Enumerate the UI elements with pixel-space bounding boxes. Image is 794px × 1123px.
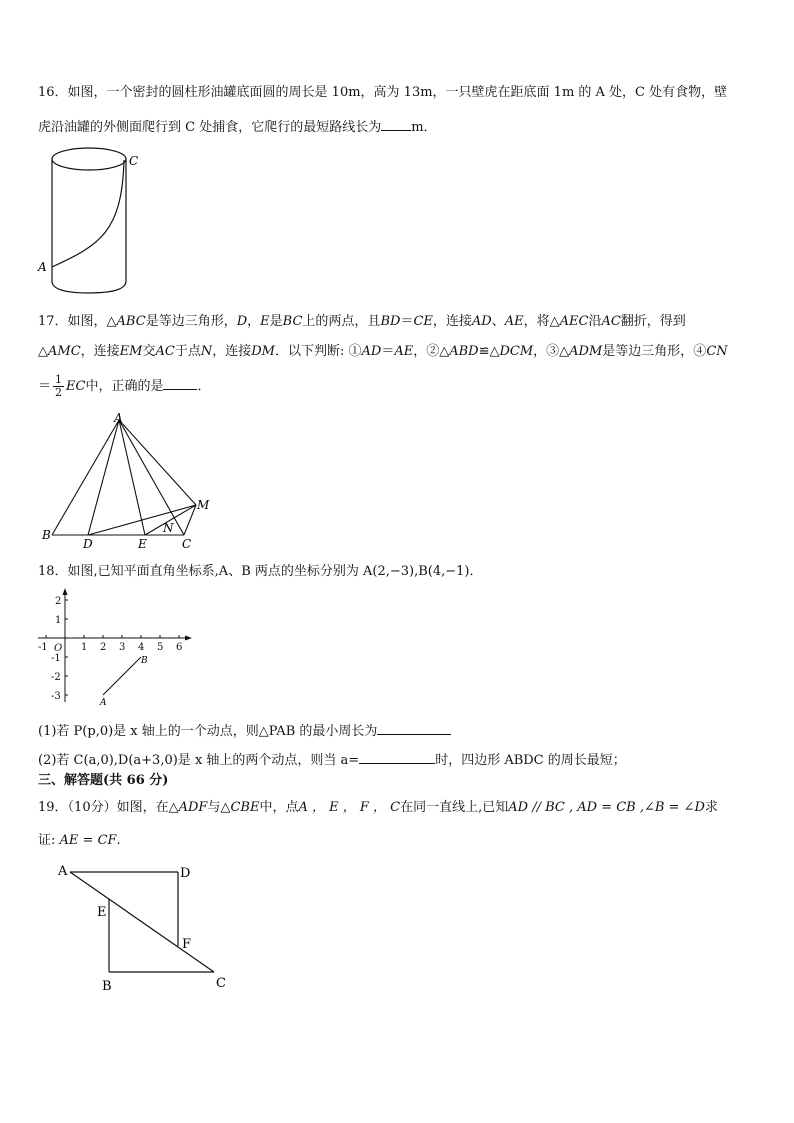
tri-label-N: N (163, 521, 174, 535)
quad-label-B: B (102, 979, 112, 994)
q17-t18: AEC (559, 314, 589, 329)
coordinate-figure (34, 586, 198, 710)
y-tick-1: 1 (55, 615, 62, 626)
q17-t3: 是等边三角形， (145, 314, 237, 329)
q17-t7: 是 (269, 314, 283, 329)
q17-u12: AD (361, 344, 382, 359)
seg-AM (119, 420, 196, 505)
quad-label-C: C (216, 976, 226, 991)
seg-AE (119, 420, 145, 535)
q17-u21: 是等边三角形，④ (602, 344, 707, 359)
y-tick-2: 2 (55, 596, 62, 607)
q17-t12: CE (413, 314, 433, 329)
q19-t9: 求 (704, 800, 718, 815)
q19-t3: 与 (207, 800, 221, 815)
y-tick-m2: -2 (51, 672, 61, 683)
q18-part2-tail: 时，四边形 ABDC 的周长最短； (435, 753, 626, 768)
q18-part2-text: (2)若 C(a,0),D(a+3,0)是 x 轴上的两个动点，则当 a= (38, 753, 360, 768)
q19-line-1 (38, 799, 718, 817)
q18-part1-answer-blank[interactable] (377, 720, 451, 735)
q17-u10: DM (251, 344, 275, 359)
x-axis-arrow (185, 636, 192, 641)
q17-u9: ，连接 (212, 344, 252, 359)
q17-v1: ＝ (38, 379, 52, 394)
fraction-numerator: 1 (55, 373, 63, 386)
point-label-A: A (100, 698, 107, 708)
segment-AB (103, 657, 141, 695)
cylinder-label-C: C (129, 154, 139, 168)
q17-u22: CN (706, 344, 728, 359)
q17-t21: 翻折，得到 (620, 314, 686, 329)
x-tick-2: 2 (100, 642, 107, 653)
q17-line-1 (38, 313, 686, 331)
q18-part-1 (38, 720, 451, 741)
q17-t17: ，将△ (523, 314, 560, 329)
q18-part1-text: (1)若 P(p,0)是 x 轴上的一个动点，则△PAB 的最小周长为 (38, 724, 378, 739)
point-label-B: B (141, 656, 148, 666)
x-tick-1: 1 (81, 642, 88, 653)
x-tick-4: 4 (138, 642, 145, 653)
q18-line-1: 18．如图,已知平面直角坐标系,A、B 两点的坐标分别为 A(2,−3),B(4,−1)． (38, 564, 483, 579)
gecko-path (52, 160, 124, 267)
q16-answer-blank[interactable] (381, 116, 411, 131)
q17-u14: AE (394, 344, 414, 359)
q17-t10: BD (380, 314, 401, 329)
q17-t15: 、 (491, 314, 505, 329)
tri-label-C: C (182, 537, 192, 551)
y-axis-arrow (63, 588, 68, 595)
seg-DM (88, 505, 196, 535)
q16-text-b: m． (411, 120, 437, 135)
q19-t4: △CBE (220, 800, 260, 815)
section-title: 三、解答题(共 66 分) (38, 773, 169, 788)
q17-u4: EM (119, 344, 143, 359)
quad-label-D: D (180, 866, 191, 881)
quad-label-A: A (58, 864, 68, 879)
q17-t20: AC (601, 314, 621, 329)
tri-label-E: E (138, 537, 147, 551)
seg-AB (52, 420, 119, 535)
triangle-figure (36, 408, 226, 554)
q17-u18: DCM (499, 344, 534, 359)
q17-u3: ，连接 (80, 344, 120, 359)
q17-t4: D (236, 314, 248, 329)
q17-u20: ADM (569, 344, 603, 359)
q16-line-1: 16．如图，一个密封的圆柱形油罐底面圆的周长是 10m，高为 13m，一只壁虎在距底面 1m 的 A 处，C 处有食物，壁 (38, 85, 728, 100)
q18-part2-answer-blank[interactable] (359, 749, 435, 764)
q17-v3: 中，正确的是 (85, 379, 164, 394)
q17-v4: ． (197, 379, 211, 394)
quadrilateral-figure (52, 858, 236, 998)
q17-t8: BC (282, 314, 303, 329)
q19-t5: 中，点 (259, 800, 299, 815)
x-tick-m1: -1 (38, 642, 48, 653)
q17-u16: ABD (449, 344, 479, 359)
tri-label-B: B (42, 528, 51, 542)
q17-u6: AC (155, 344, 175, 359)
q19-u3: . (116, 833, 121, 848)
seg-MC (184, 505, 196, 535)
q17-u7: 于点 (174, 344, 201, 359)
q17-t16: AE (504, 314, 524, 329)
fraction-denominator: 2 (55, 386, 63, 399)
q17-t1: 17．如图，△ (38, 314, 117, 329)
cylinder-top-ellipse (52, 148, 126, 170)
q17-u1: △ (38, 344, 48, 359)
quad-label-F: F (182, 937, 192, 952)
origin-label: O (54, 643, 63, 654)
q19-t6: A ， E ， F ， C (298, 800, 401, 815)
q17-u15: ，②△ (413, 344, 450, 359)
x-tick-6: 6 (176, 642, 183, 653)
q18-part-2 (38, 749, 626, 770)
q17-t5: ， (247, 314, 261, 329)
q17-t11: ＝ (400, 314, 414, 329)
seg-AC (70, 872, 214, 972)
q17-t19: 沿 (588, 314, 602, 329)
tri-label-D: D (83, 537, 93, 551)
q19-u2: AE = CF (59, 833, 117, 848)
q17-u13: ＝ (381, 344, 395, 359)
q17-answer-blank[interactable] (163, 375, 197, 390)
q19-t1: 19．（10分）如图，在 (38, 800, 169, 815)
q17-t2: ABC (116, 314, 146, 329)
q17-u5: 交 (142, 344, 156, 359)
q17-line-3 (38, 372, 210, 402)
q17-u2: AMC (48, 344, 81, 359)
seg-AD (88, 420, 119, 535)
quad-label-E: E (97, 905, 107, 920)
q19-line-2 (38, 832, 121, 850)
x-tick-5: 5 (157, 642, 164, 653)
cylinder-bottom-arc (52, 281, 126, 293)
q19-t2: △ADF (168, 800, 208, 815)
tri-label-M: M (197, 498, 210, 512)
cylinder-figure (30, 140, 150, 302)
q19-u1: 证: (38, 833, 56, 848)
q17-u19: ，③△ (533, 344, 570, 359)
q19-t7: 在同一直线上,已知 (400, 800, 509, 815)
q17-u17: ≌△ (478, 344, 500, 359)
tri-label-A: A (114, 411, 123, 425)
one-half-fraction (53, 374, 64, 399)
q17-u11: ．以下判断: ① (274, 344, 362, 359)
cylinder-label-A: A (38, 260, 47, 274)
q17-t14: AD (471, 314, 492, 329)
q16-text-a: 虎沿油罐的外侧面爬行到 C 处捕食，它爬行的最短路线长为 (38, 120, 382, 135)
q17-v2: EC (66, 379, 86, 394)
q17-line-2 (38, 343, 728, 361)
x-tick-3: 3 (119, 642, 126, 653)
q19-t8: AD // BC , AD = CB ,∠B = ∠D (508, 800, 705, 815)
q17-u8: N (200, 344, 213, 359)
y-tick-m1: -1 (51, 653, 61, 664)
q17-t6: E (260, 314, 270, 329)
q17-t9: 上的两点，且 (302, 314, 381, 329)
y-tick-m3: -3 (51, 691, 61, 702)
q17-t13: ，连接 (432, 314, 472, 329)
q16-line-2 (38, 116, 437, 137)
